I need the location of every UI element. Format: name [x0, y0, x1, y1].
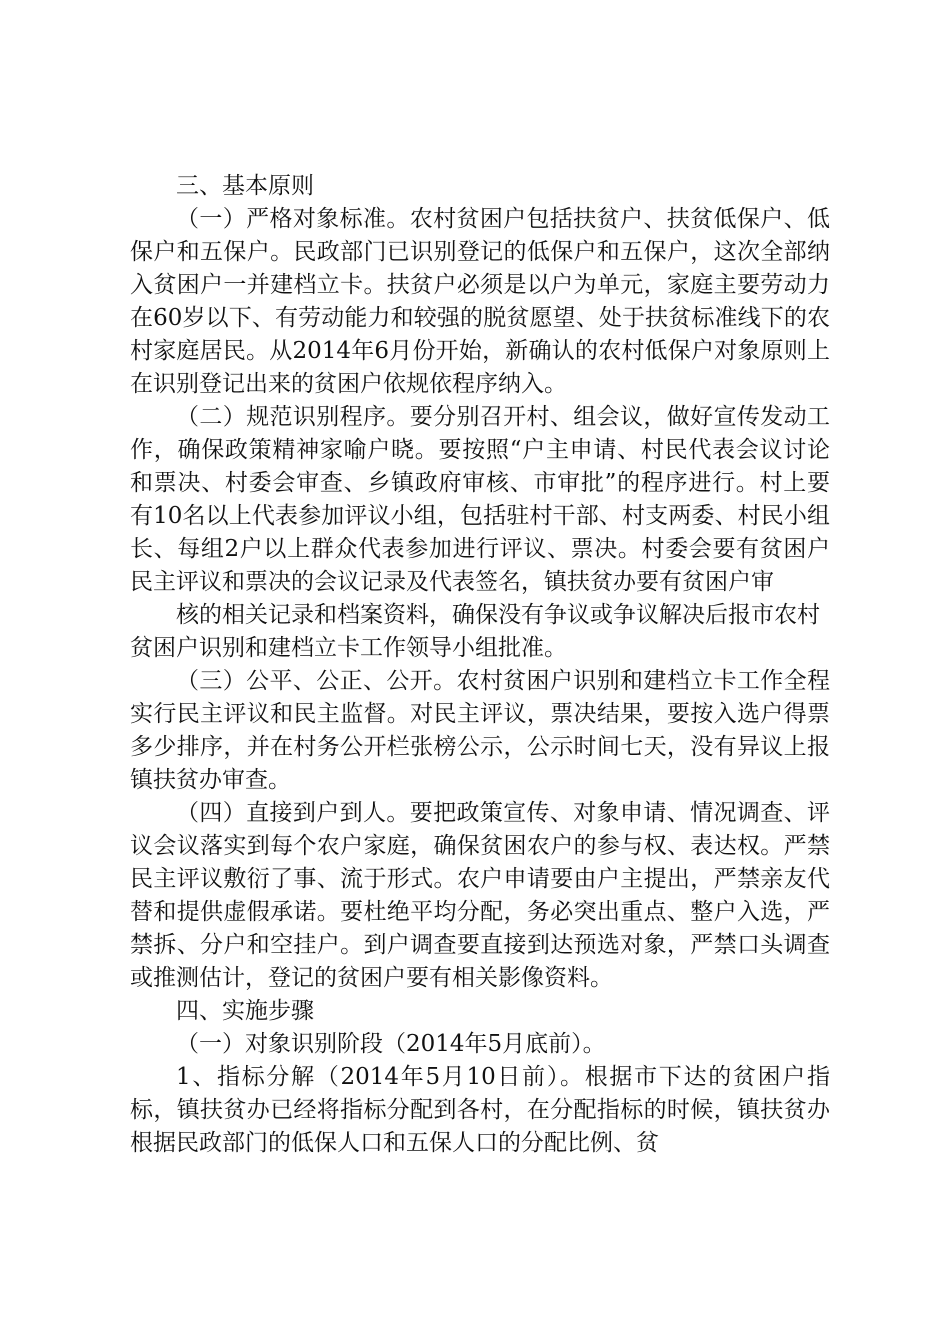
document-body: [130, 170, 830, 1160]
paragraph-direct-to-household: （四）直接到户到人。要把政策宣传、对象申请、情况调查、评议会议落实到每个农户家庭，确保贫困农户的参与权、表达权。严禁民主评议敷衍了事、流于形式。农户申请要由户主提出，严禁亲友代替和提供虚假承诺。要杜绝平均分配，务必突出重点、整户入选，严禁拆、分户和空挂户。到户调查要直接到达预选对象，严禁口头调查或推测估计，登记的贫困户要有相关影像资料。: [130, 800, 830, 991]
subheading-identification-stage: （一）对象识别阶段（2014年5月底前）。: [176, 1031, 606, 1057]
section-heading-principles: 三、基本原则: [176, 173, 314, 199]
paragraph-quota-allocation: 1、指标分解（2014年5月10日前）。根据市下达的贫困户指标，镇扶贫办已经将指标分配到各村，在分配指标的时候，镇扶贫办根据民政部门的低保人口和五保人口的分配比例、贫: [130, 1064, 830, 1156]
section-heading-steps: 四、实施步骤: [176, 998, 314, 1024]
paragraph-procedure-continued: 核的相关记录和档案资料，确保没有争议或争议解决后报市农村贫困户识别和建档立卡工作领导小组批准。: [130, 602, 820, 661]
paragraph-strict-standards: （一）严格对象标准。农村贫困户包括扶贫户、扶贫低保户、低保户和五保户。民政部门已识别登记的低保户和五保户，这次全部纳入贫困户一并建档立卡。扶贫户必须是以户为单元，家庭主要劳动力在60岁以下、有劳动能力和较强的脱贫愿望、处于扶贫标准线下的农村家庭居民。从2014年6月份开始，新确认的农村低保户对象原则上在识别登记出来的贫困户依规依程序纳入。: [130, 206, 830, 397]
paragraph-fair-open: （三）公平、公正、公开。农村贫困户识别和建档立卡工作全程实行民主评议和民主监督。对民主评议，票决结果，要按入选户得票多少排序，并在村务公开栏张榜公示，公示时间七天，没有异议上报镇扶贫办审查。: [130, 668, 830, 793]
paragraph-standard-procedure: （二）规范识别程序。要分别召开村、组会议，做好宣传发动工作，确保政策精神家喻户晓。要按照“户主申请、村民代表会议讨论和票决、村委会审查、乡镇政府审核、市审批”的程序进行。村上要有10名以上代表参加评议小组，包括驻村干部、村支两委、村民小组长、每组2户以上群众代表参加进行评议、票决。村委会要有贫困户民主评议和票决的会议记录及代表签名，镇扶贫办要有贫困户审: [130, 404, 830, 595]
